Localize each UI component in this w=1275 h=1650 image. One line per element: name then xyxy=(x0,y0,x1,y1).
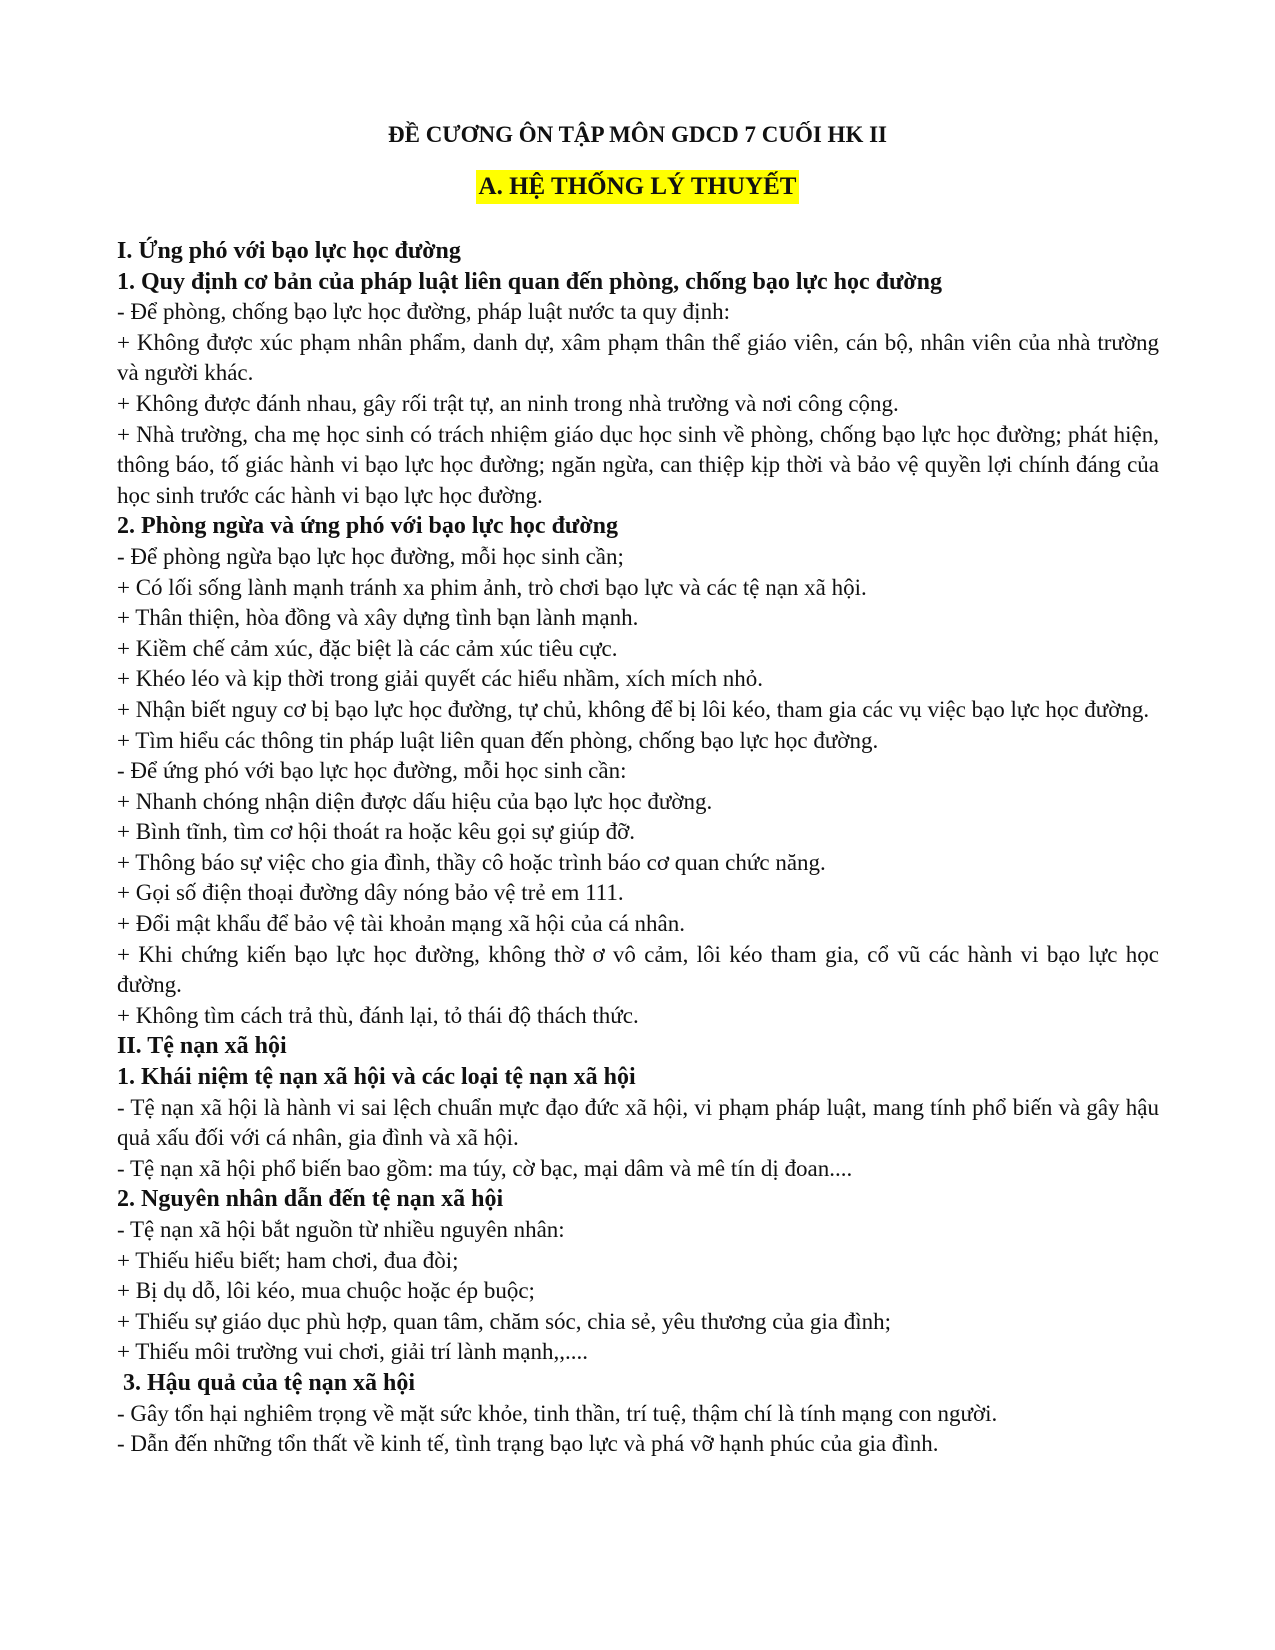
text-line: + Bình tĩnh, tìm cơ hội thoát ra hoặc kêu gọi sự giúp đỡ. xyxy=(117,819,636,845)
subsection-heading: 1. Khái niệm tệ nạn xã hội và các loại tệ nạn xã hội xyxy=(117,1064,636,1091)
text-paragraph: + Nhận biết nguy cơ bị bạo lực học đường, tự chủ, không để bị lôi kéo, tham gia các vụ việc bạo lực học đường. xyxy=(117,696,1150,722)
text-line: - Để phòng ngừa bạo lực học đường, mỗi học sinh cần; xyxy=(117,543,624,569)
text-line: + Đổi mật khẩu để bảo vệ tài khoản mạng xã hội của cá nhân. xyxy=(117,911,685,937)
subsection-heading: 1. Quy định cơ bản của pháp luật liên quan đến phòng, chống bạo lực học đường xyxy=(117,268,942,295)
subsection-heading: 2. Nguyên nhân dẫn đến tệ nạn xã hội xyxy=(117,1186,504,1213)
text-line: + Gọi số điện thoại đường dây nóng bảo vệ trẻ em 111. xyxy=(117,880,624,906)
text-paragraph: - Tệ nạn xã hội là hành vi sai lệch chuẩn mực đạo đức xã hội, vi phạm pháp luật, mang tính phổ biến và gây hậu quả xấu đối với cá nhân, gia đình và xã hội. xyxy=(117,1094,1159,1151)
section-title-highlighted: A. HỆ THỐNG LÝ THUYẾT xyxy=(476,170,800,204)
text-line: + Kiềm chế cảm xúc, đặc biệt là các cảm xúc tiêu cực. xyxy=(117,635,618,661)
subsection-heading: 3. Hậu quả của tệ nạn xã hội xyxy=(117,1369,416,1396)
text-line: + Thiếu môi trường vui chơi, giải trí lành mạnh,,.... xyxy=(117,1339,588,1365)
text-line: + Bị dụ dỗ, lôi kéo, mua chuộc hoặc ép buộc; xyxy=(117,1278,535,1304)
text-line: - Tệ nạn xã hội phổ biến bao gồm: ma túy, cờ bạc, mại dâm và mê tín dị đoan.... xyxy=(117,1155,853,1181)
text-line: + Tìm hiểu các thông tin pháp luật liên quan đến phòng, chống bạo lực học đường. xyxy=(117,727,879,753)
text-line: - Gây tổn hại nghiêm trọng về mặt sức khỏe, tinh thần, trí tuệ, thậm chí là tính mạng con người. xyxy=(117,1400,998,1426)
section-heading: II. Tệ nạn xã hội xyxy=(117,1033,287,1060)
text-paragraph: + Nhà trường, cha mẹ học sinh có trách nhiệm giáo dục học sinh về phòng, chống bạo lực học đường; phát hiện, thông báo, tố giác hành vi bạo lực học đường; ngăn ngừa, can thiệp kịp thời và bảo vệ quyền lợi chính đáng của học sinh trước các hành vi bạo lực học đường. xyxy=(117,421,1159,508)
text-line: - Tệ nạn xã hội bắt nguồn từ nhiều nguyên nhân: xyxy=(117,1217,565,1242)
section-heading: I. Ứng phó với bạo lực học đường xyxy=(117,238,461,264)
text-line: + Thiếu hiểu biết; ham chơi, đua đòi; xyxy=(117,1247,459,1273)
subsection-heading: 2. Phòng ngừa và ứng phó với bạo lực học đường xyxy=(117,513,618,540)
text-line: + Không được đánh nhau, gây rối trật tự, an ninh trong nhà trường và nơi công cộng. xyxy=(117,390,899,416)
text-line: + Thông báo sự việc cho gia đình, thầy cô hoặc trình báo cơ quan chức năng. xyxy=(117,849,826,875)
text-line: + Thiếu sự giáo dục phù hợp, quan tâm, chăm sóc, chia sẻ, yêu thương của gia đình; xyxy=(117,1308,891,1334)
text-line: - Để ứng phó với bạo lực học đường, mỗi học sinh cần: xyxy=(117,758,627,784)
text-line: + Khéo léo và kịp thời trong giải quyết các hiểu nhầm, xích mích nhỏ. xyxy=(117,666,763,692)
text-line: - Dẫn đến những tổn thất về kinh tế, tình trạng bạo lực và phá vỡ hạnh phúc của gia đình. xyxy=(117,1431,939,1457)
text-paragraph: + Khi chứng kiến bạo lực học đường, không thờ ơ vô cảm, lôi kéo tham gia, cổ vũ các hành vi bạo lực học đường. xyxy=(117,941,1159,998)
text-paragraph: + Không được xúc phạm nhân phẩm, danh dự, xâm phạm thân thể giáo viên, cán bộ, nhân viên của nhà trường và người khác. xyxy=(117,329,1159,386)
text-line: + Không tìm cách trả thù, đánh lại, tỏ thái độ thách thức. xyxy=(117,1002,639,1028)
text-line: + Thân thiện, hòa đồng và xây dựng tình bạn lành mạnh. xyxy=(117,605,639,631)
text-line: + Nhanh chóng nhận diện được dấu hiệu của bạo lực học đường. xyxy=(117,788,713,814)
section-title-wrapper xyxy=(0,170,1275,204)
document-title: ĐỀ CƯƠNG ÔN TẬP MÔN GDCD 7 CUỐI HK II xyxy=(388,122,887,147)
text-line: - Để phòng, chống bạo lực học đường, pháp luật nước ta quy định: xyxy=(117,299,730,325)
document-body xyxy=(117,236,1159,1460)
text-line: + Có lối sống lành mạnh tránh xa phim ảnh, trò chơi bạo lực và các tệ nạn xã hội. xyxy=(117,574,867,600)
